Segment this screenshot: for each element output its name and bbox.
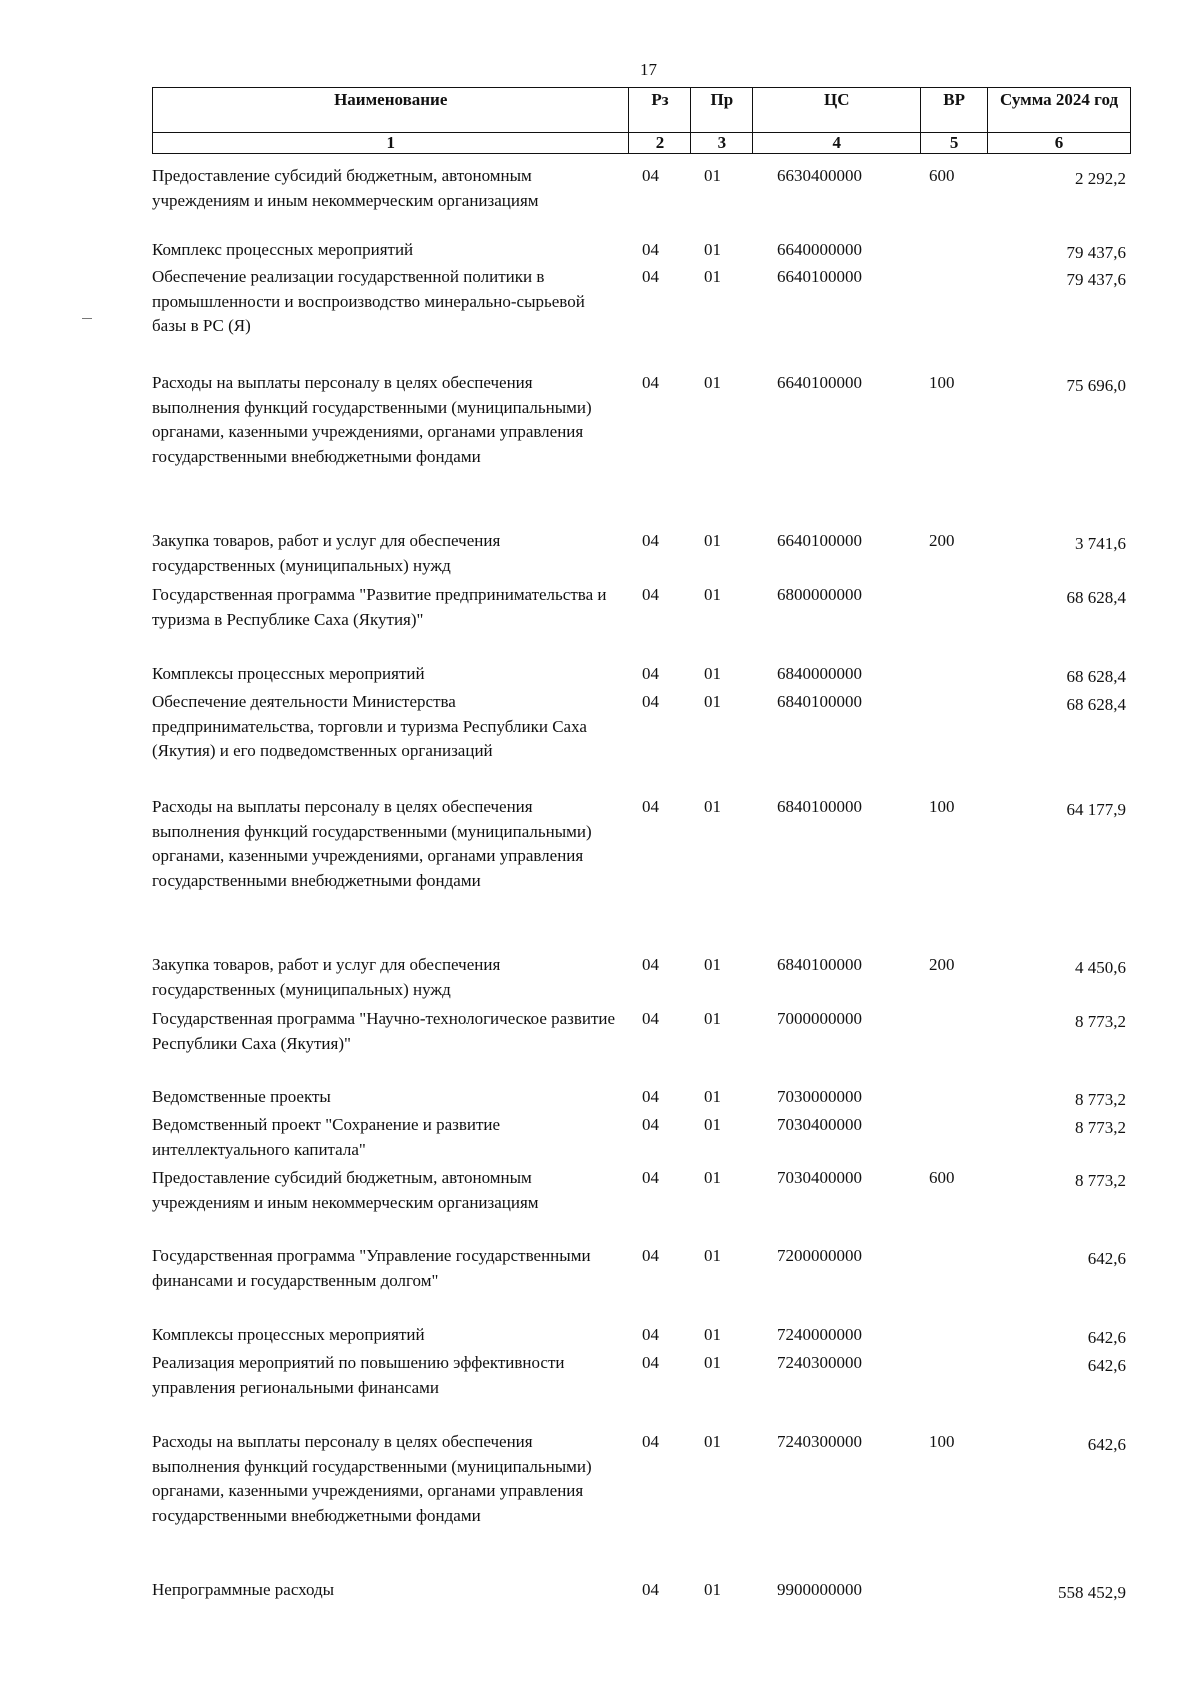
row-name: Предоставление субсидий бюджетным, автономным учреждениям и иным некоммерческим организациям (152, 166, 539, 210)
table-row (152, 1351, 1131, 1430)
row-cs: 6630400000 (777, 166, 862, 185)
header-sum: Сумма 2024 год (988, 88, 1131, 133)
row-sum: 79 437,6 (1066, 270, 1126, 289)
row-pr: 01 (704, 1432, 721, 1451)
row-name: Государственная программа "Управление государственными финансами и государственным долгом" (152, 1246, 591, 1290)
row-pr: 01 (704, 955, 721, 974)
row-name: Предоставление субсидий бюджетным, автономным учреждениям и иным некоммерческим организациям (152, 1168, 539, 1212)
row-cs: 6640100000 (777, 373, 862, 392)
row-sum: 2 292,2 (1075, 169, 1126, 188)
row-name: Закупка товаров, работ и услуг для обеспечения государственных (муниципальных) нужд (152, 531, 501, 575)
row-pr: 01 (704, 1246, 721, 1265)
row-cs: 7030400000 (777, 1168, 862, 1187)
row-name: Ведомственные проекты (152, 1087, 331, 1106)
row-pr: 01 (704, 585, 721, 604)
table-row (152, 583, 1131, 662)
table-body (152, 164, 1131, 1608)
row-sum: 8 773,2 (1075, 1090, 1126, 1109)
table-row (152, 1430, 1131, 1578)
table-row (152, 1323, 1131, 1351)
row-cs: 9900000000 (777, 1580, 862, 1599)
row-sum: 68 628,4 (1066, 667, 1126, 686)
page-number: 17 (640, 60, 657, 79)
row-sum: 8 773,2 (1075, 1171, 1126, 1190)
row-name: Расходы на выплаты персоналу в целях обеспечения выполнения функций государственными (муниципальными) органами, казенными учреждениями, органами управления государственными внебюджетными фондами (152, 797, 592, 890)
row-name: Закупка товаров, работ и услуг для обеспечения государственных (муниципальных) нужд (152, 955, 501, 999)
row-sum: 68 628,4 (1066, 588, 1126, 607)
header-pr: Пр (691, 88, 753, 133)
row-rz: 04 (642, 373, 659, 392)
row-sum: 75 696,0 (1066, 376, 1126, 395)
header-cs: ЦС (753, 88, 921, 133)
row-pr: 01 (704, 1580, 721, 1599)
row-sum: 558 452,9 (1058, 1583, 1126, 1602)
row-pr: 01 (704, 1009, 721, 1028)
row-sum: 642,6 (1087, 1356, 1126, 1375)
row-cs: 7000000000 (777, 1009, 862, 1028)
row-name: Расходы на выплаты персоналу в целях обеспечения выполнения функций государственными (муниципальными) органами, казенными учреждениями, органами управления государственными внебюджетными фондами (152, 1432, 592, 1525)
row-name: Государственная программа "Развитие предпринимательства и туризма в Республике Саха (Якутия)" (152, 585, 607, 629)
row-rz: 04 (642, 692, 659, 711)
row-name: Обеспечение деятельности Министерства предпринимательства, торговли и туризма Республики Саха (Якутия) и его подведомственных организаций (152, 692, 587, 760)
margin-mark (82, 318, 92, 319)
row-pr: 01 (704, 1115, 721, 1134)
row-pr: 01 (704, 240, 721, 259)
table-row (152, 953, 1131, 1007)
row-pr: 01 (704, 1325, 721, 1344)
table-row (152, 164, 1131, 238)
row-name: Государственная программа "Научно-технологическое развитие Республики Саха (Якутия)" (152, 1009, 616, 1053)
row-name: Комплексы процессных мероприятий (152, 664, 425, 683)
row-name: Расходы на выплаты персоналу в целях обеспечения выполнения функций государственными (муниципальными) органами, казенными учреждениями, органами управления государственными внебюджетными фондами (152, 373, 592, 466)
header-rz: Рз (629, 88, 691, 133)
row-cs: 6640100000 (777, 267, 862, 286)
row-vr: 100 (929, 797, 955, 816)
table-row (152, 265, 1131, 371)
row-sum: 3 741,6 (1075, 534, 1126, 553)
header-name: Наименование (153, 88, 629, 133)
row-cs: 6840100000 (777, 797, 862, 816)
table-row (152, 1007, 1131, 1085)
row-name: Обеспечение реализации государственной политики в промышленности и воспроизводство минерально-сырьевой базы в РС (Я) (152, 267, 585, 335)
table-row (152, 795, 1131, 953)
row-rz: 04 (642, 585, 659, 604)
header-num-2: 2 (629, 133, 691, 154)
row-rz: 04 (642, 1168, 659, 1187)
header-num-5: 5 (921, 133, 988, 154)
row-rz: 04 (642, 1580, 659, 1599)
header-vr: ВР (921, 88, 988, 133)
row-rz: 04 (642, 1353, 659, 1372)
row-sum: 4 450,6 (1075, 958, 1126, 977)
row-pr: 01 (704, 1353, 721, 1372)
row-rz: 04 (642, 1115, 659, 1134)
row-pr: 01 (704, 531, 721, 550)
row-name: Непрограммные расходы (152, 1580, 335, 1599)
header-num-6: 6 (988, 133, 1131, 154)
table-row (152, 662, 1131, 690)
row-cs: 6640100000 (777, 531, 862, 550)
row-rz: 04 (642, 531, 659, 550)
row-cs: 7200000000 (777, 1246, 862, 1265)
table-row (152, 1244, 1131, 1323)
row-pr: 01 (704, 166, 721, 185)
row-rz: 04 (642, 797, 659, 816)
header-num-3: 3 (691, 133, 753, 154)
row-rz: 04 (642, 166, 659, 185)
table-row (152, 1578, 1131, 1608)
table-row (152, 238, 1131, 265)
row-sum: 79 437,6 (1066, 243, 1126, 262)
row-rz: 04 (642, 267, 659, 286)
table-row (152, 1166, 1131, 1244)
row-vr: 100 (929, 1432, 955, 1451)
row-rz: 04 (642, 955, 659, 974)
row-sum: 64 177,9 (1066, 800, 1126, 819)
row-sum: 8 773,2 (1075, 1012, 1126, 1031)
row-cs: 6640000000 (777, 240, 862, 259)
row-rz: 04 (642, 240, 659, 259)
row-rz: 04 (642, 1246, 659, 1265)
row-cs: 7240300000 (777, 1432, 862, 1451)
row-rz: 04 (642, 1009, 659, 1028)
row-cs: 6800000000 (777, 585, 862, 604)
row-name: Комплекс процессных мероприятий (152, 240, 414, 259)
row-sum: 68 628,4 (1066, 695, 1126, 714)
header-num-1: 1 (153, 133, 629, 154)
row-sum: 642,6 (1087, 1435, 1126, 1454)
row-cs: 7030000000 (777, 1087, 862, 1106)
row-rz: 04 (642, 1432, 659, 1451)
row-name: Комплексы процессных мероприятий (152, 1325, 425, 1344)
row-pr: 01 (704, 373, 721, 392)
row-cs: 7240000000 (777, 1325, 862, 1344)
table-row (152, 1085, 1131, 1113)
row-rz: 04 (642, 664, 659, 683)
header-num-4: 4 (753, 133, 921, 154)
row-cs: 6840100000 (777, 955, 862, 974)
table-header (152, 87, 1131, 154)
row-cs: 7240300000 (777, 1353, 862, 1372)
row-pr: 01 (704, 1168, 721, 1187)
row-rz: 04 (642, 1087, 659, 1106)
row-name: Реализация мероприятий по повышению эффективности управления региональными финансами (152, 1353, 565, 1397)
row-pr: 01 (704, 797, 721, 816)
table-row (152, 371, 1131, 529)
row-sum: 642,6 (1087, 1328, 1126, 1347)
table-row (152, 529, 1131, 583)
table-row (152, 1113, 1131, 1166)
row-sum: 8 773,2 (1075, 1118, 1126, 1137)
row-rz: 04 (642, 1325, 659, 1344)
row-sum: 642,6 (1087, 1249, 1126, 1268)
row-vr: 600 (929, 1168, 955, 1187)
row-vr: 200 (929, 531, 955, 550)
row-cs: 6840100000 (777, 692, 862, 711)
row-name: Ведомственный проект "Сохранение и развитие интеллектуального капитала" (152, 1115, 501, 1159)
row-vr: 200 (929, 955, 955, 974)
row-pr: 01 (704, 267, 721, 286)
row-cs: 7030400000 (777, 1115, 862, 1134)
table-row (152, 690, 1131, 795)
row-vr: 100 (929, 373, 955, 392)
row-pr: 01 (704, 1087, 721, 1106)
row-pr: 01 (704, 692, 721, 711)
row-vr: 600 (929, 166, 955, 185)
row-pr: 01 (704, 664, 721, 683)
row-cs: 6840000000 (777, 664, 862, 683)
